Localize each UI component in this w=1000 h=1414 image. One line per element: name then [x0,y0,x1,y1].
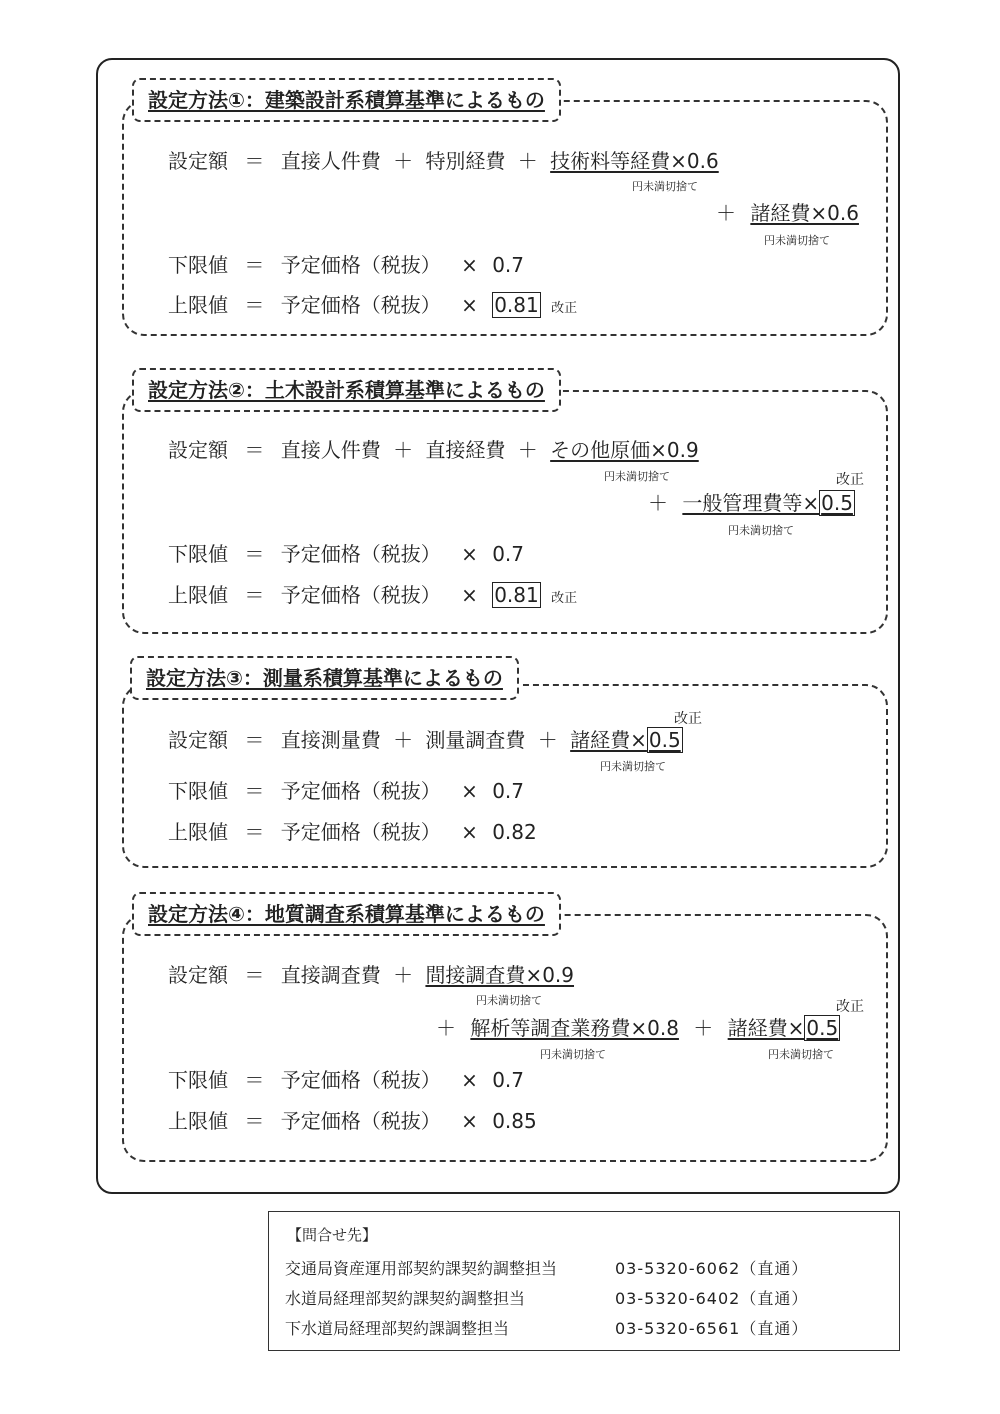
revised-value: 0.5 [806,1016,839,1040]
revision-note: 改正 [836,472,864,488]
plus-sign: ＋ [693,1016,714,1040]
formula-line [648,490,855,516]
contact-phone: 03-5320-6561（直通） [615,1319,809,1338]
equals-sign: ＝ [244,1109,265,1133]
times-sign: × [461,583,478,607]
plus-sign: ＋ [517,149,538,173]
section-3-title [130,656,519,700]
upper-limit-value: 0.81 [494,293,539,317]
revision-note: 改正 [551,301,578,316]
plus-sign: ＋ [393,728,414,752]
times-sign: × [461,779,478,803]
rounding-note: 円未満切捨て [768,1048,834,1061]
upper-limit-value: 0.85 [492,1109,537,1133]
contact-box [268,1211,900,1351]
term-underlined: 間接調査費×0.9 [425,963,575,987]
term: 直接測量費 [280,728,381,752]
times-sign: × [461,1068,478,1092]
term: 測量調査費 [425,728,526,752]
plus-sign: ＋ [716,201,736,225]
rounding-note: 円未満切捨て [476,994,542,1007]
term: 直接経費 [425,438,506,462]
upper-limit-label: 上限値 [168,1109,228,1133]
lower-limit-line [168,778,524,804]
lower-limit-line [168,1067,524,1093]
upper-limit-line [168,292,577,322]
revision-note: 改正 [551,591,578,606]
revised-value: 0.5 [821,491,853,515]
revision-note: 改正 [836,999,864,1015]
contact-heading: 【問合せ先】 [287,1226,378,1244]
lower-limit-line [168,541,524,567]
upper-limit-label: 上限値 [168,293,228,317]
expr: 予定価格（税抜） [280,820,441,844]
plus-sign: ＋ [436,1016,456,1040]
rounding-note: 円未満切捨て [604,470,670,483]
revised-value: 0.5 [648,728,681,752]
lower-limit-line [168,252,524,278]
section-title-text: 設定方法②：土木設計系積算基準によるもの [148,378,545,402]
contact-dept: 下水道局経理部契約課調整担当 [285,1319,510,1338]
formula-line [168,962,574,988]
contact-dept: 水道局経理部契約課契約調整担当 [285,1289,526,1308]
term-underlined: 諸経費× [570,728,647,752]
lower-limit-value: 0.7 [492,253,525,277]
equals-sign: ＝ [244,542,265,566]
upper-limit-value: 0.82 [492,820,537,844]
contact-phone: 03-5320-6402（直通） [615,1289,809,1308]
term-underlined: その他原価×0.9 [550,438,699,462]
section-1-title [132,78,561,122]
contact-phone: 03-5320-6062（直通） [615,1259,809,1278]
rounding-note: 円未満切捨て [764,234,830,247]
lower-limit-label: 下限値 [168,1068,228,1092]
term: 特別経費 [425,149,506,173]
section-2-title [132,368,561,412]
section-4-title [132,892,561,936]
expr: 予定価格（税抜） [280,253,441,277]
section-title-text: 設定方法①：建築設計系積算基準によるもの [148,88,545,112]
lower-limit-value: 0.7 [492,1068,525,1092]
term-underlined: 解析等調査業務費×0.8 [470,1016,679,1040]
lower-limit-label: 下限値 [168,542,228,566]
equals-sign: ＝ [244,149,265,173]
times-sign: × [461,293,478,317]
term-underlined: 一般管理費等× [682,491,820,515]
upper-limit-label: 上限値 [168,820,228,844]
upper-limit-line [168,582,577,612]
formula-label: 設定額 [168,963,228,987]
times-sign: × [461,1109,478,1133]
section-title-text: 設定方法④：地質調査系積算基準によるもの [148,902,545,926]
times-sign: × [461,253,478,277]
equals-sign: ＝ [244,438,265,462]
expr: 予定価格（税抜） [280,1068,441,1092]
upper-limit-value: 0.81 [494,583,539,607]
expr: 予定価格（税抜） [280,1109,441,1133]
revision-note: 改正 [674,711,702,727]
term: 直接調査費 [280,963,381,987]
expr: 予定価格（税抜） [280,583,441,607]
rounding-note: 円未満切捨て [600,760,666,773]
lower-limit-value: 0.7 [492,542,525,566]
rounding-note: 円未満切捨て [632,180,698,193]
equals-sign: ＝ [244,728,265,752]
term-underlined: 諸経費×0.6 [750,201,859,225]
plus-sign: ＋ [393,149,414,173]
equals-sign: ＝ [244,779,265,803]
contact-dept: 交通局資産運用部契約課契約調整担当 [285,1259,558,1278]
equals-sign: ＝ [244,583,265,607]
formula-label: 設定額 [168,438,228,462]
lower-limit-label: 下限値 [168,253,228,277]
formula-line [168,148,719,174]
formula-line [168,437,699,463]
expr: 予定価格（税抜） [280,293,441,317]
plus-sign: ＋ [393,963,414,987]
equals-sign: ＝ [244,253,265,277]
formula-line [168,727,683,753]
term-underlined: 諸経費× [727,1016,805,1040]
equals-sign: ＝ [244,293,265,317]
lower-limit-value: 0.7 [492,779,525,803]
expr: 予定価格（税抜） [280,542,441,566]
upper-limit-label: 上限値 [168,583,228,607]
upper-limit-line [168,819,537,845]
section-title-text: 設定方法③：測量系積算基準によるもの [146,666,503,690]
equals-sign: ＝ [244,1068,265,1092]
term-underlined: 技術料等経費×0.6 [550,149,719,173]
upper-limit-line [168,1108,537,1134]
formula-line [716,200,859,226]
rounding-note: 円未満切捨て [540,1048,606,1061]
plus-sign: ＋ [393,438,414,462]
equals-sign: ＝ [244,963,265,987]
formula-label: 設定額 [168,149,228,173]
term: 直接人件費 [280,438,381,462]
plus-sign: ＋ [517,438,538,462]
expr: 予定価格（税抜） [280,779,441,803]
formula-label: 設定額 [168,728,228,752]
times-sign: × [461,820,478,844]
equals-sign: ＝ [244,820,265,844]
term: 直接人件費 [280,149,381,173]
formula-line [436,1015,840,1041]
plus-sign: ＋ [537,728,558,752]
times-sign: × [461,542,478,566]
rounding-note: 円未満切捨て [728,524,794,537]
plus-sign: ＋ [648,491,668,515]
lower-limit-label: 下限値 [168,779,228,803]
